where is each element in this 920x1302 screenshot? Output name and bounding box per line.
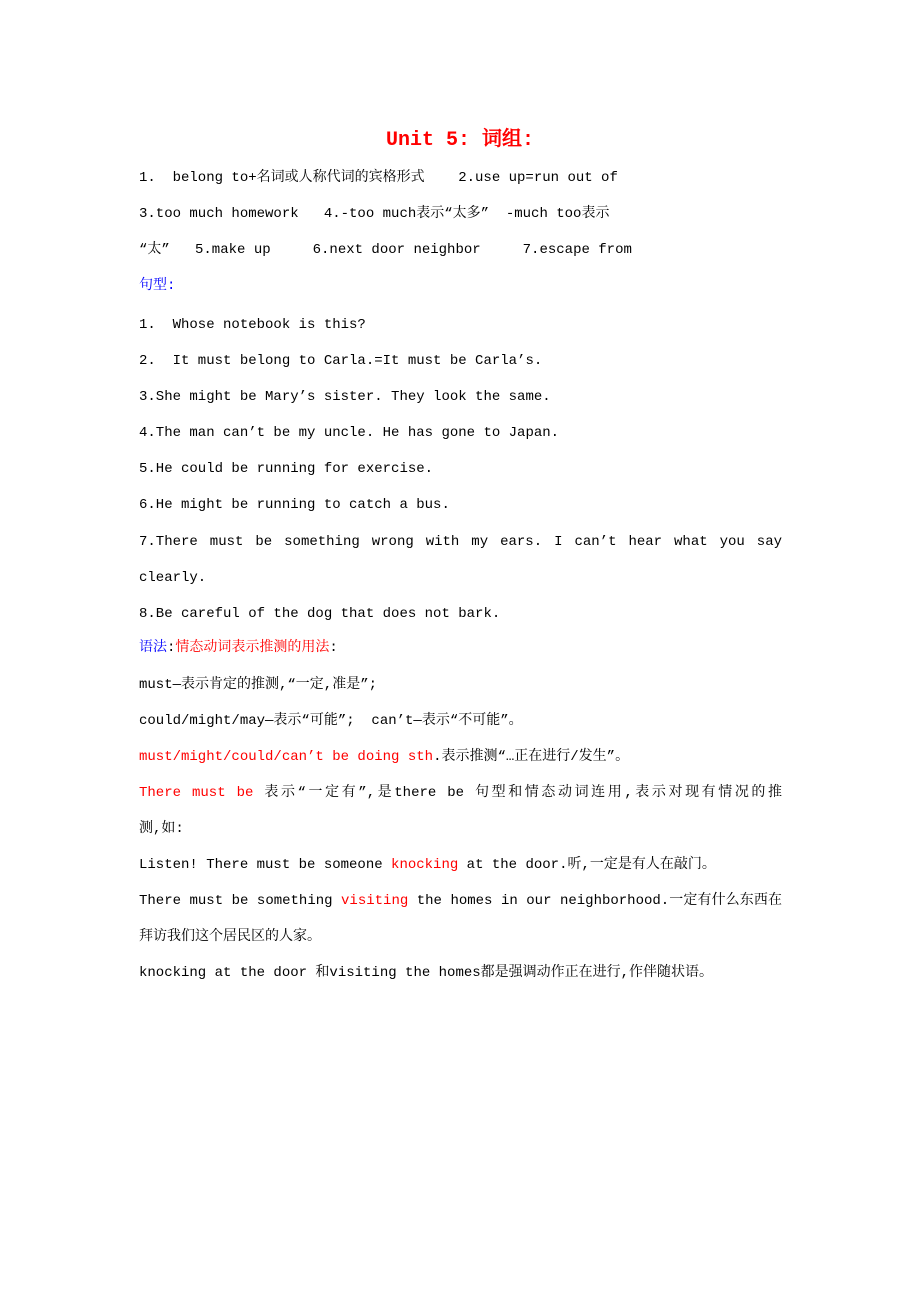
text-segment: clearly. xyxy=(139,570,207,586)
text-line xyxy=(139,747,782,767)
text-line xyxy=(139,423,782,443)
text-segment: 语法 xyxy=(139,640,167,656)
text-segment: 情态动词表示推测的用法 xyxy=(175,640,330,656)
text-segment: visiting xyxy=(341,893,409,909)
text-segment: 拜访我们这个居民区的人家。 xyxy=(139,929,321,945)
text-segment: knocking xyxy=(391,857,459,873)
text-line xyxy=(139,351,782,371)
text-segment: 8.Be careful of the dog that does not bark. xyxy=(139,606,501,622)
text-line xyxy=(139,675,782,695)
text-segment: 4.The man can’t be my uncle. He has gone to Japan. xyxy=(139,425,560,441)
text-segment: 1. belong to+名词或人称代词的宾格形式 2.use up=run out of xyxy=(139,170,618,186)
text-line xyxy=(139,532,782,552)
text-segment: must/might/could/can’t be doing sth xyxy=(139,749,434,765)
text-line xyxy=(139,276,782,296)
text-line xyxy=(139,638,782,658)
text-segment: the homes in our neighborhood.一定有什么东西在 xyxy=(408,893,782,909)
text-line xyxy=(139,783,782,803)
text-line xyxy=(139,927,782,947)
text-segment: 表示“一定有”,是there be 句型和情态动词连用,表示对现有情况的推 xyxy=(253,785,782,801)
document-title: Unit 5: 词组: xyxy=(385,129,535,152)
text-segment: 6.He might be running to catch a bus. xyxy=(139,497,450,513)
text-segment: “太” 5.make up 6.next door neighbor 7.escape from xyxy=(139,242,632,258)
text-line xyxy=(139,711,782,731)
text-line xyxy=(139,204,782,224)
text-segment: There must be something xyxy=(139,893,342,909)
text-line xyxy=(139,819,782,839)
text-segment: 3.She might be Mary’s sister. They look the same. xyxy=(139,389,551,405)
text-segment: must—表示肯定的推测,“一定,准是”; xyxy=(139,677,378,693)
text-line xyxy=(139,891,782,911)
text-line xyxy=(139,568,782,588)
text-line xyxy=(139,855,782,875)
text-line xyxy=(139,604,782,624)
text-segment: 1. Whose notebook is this? xyxy=(139,317,366,333)
text-line xyxy=(139,459,782,479)
text-segment: Listen! There must be someone xyxy=(139,857,392,873)
text-segment: 5.He could be running for exercise. xyxy=(139,461,434,477)
text-segment: 测,如: xyxy=(139,821,184,837)
text-line xyxy=(139,963,782,983)
text-segment: : xyxy=(329,640,338,656)
text-segment: 2. It must belong to Carla.=It must be Carla’s. xyxy=(139,353,543,369)
text-line xyxy=(139,315,782,335)
text-line xyxy=(139,240,782,260)
text-segment: could/might/may—表示“可能”; can’t—表示“不可能”。 xyxy=(139,713,523,729)
text-segment: 3.too much homework 4.-too much表示“太多” -much too表示 xyxy=(139,206,610,222)
text-line xyxy=(139,387,782,407)
text-segment: .表示推测“…正在进行/发生”。 xyxy=(433,749,630,765)
text-line xyxy=(139,495,782,515)
text-segment: 7.There must be something wrong with my ears. I can’t hear what you say xyxy=(139,534,782,550)
text-segment: knocking at the door 和visiting the homes都是强调动作正在进行,作伴随状语。 xyxy=(139,965,714,981)
text-segment: There must be xyxy=(139,785,254,801)
text-segment: 句型: xyxy=(139,278,176,294)
text-segment: : xyxy=(167,640,176,656)
text-segment: at the door.听,一定是有人在敲门。 xyxy=(458,857,716,873)
text-line xyxy=(139,168,782,188)
